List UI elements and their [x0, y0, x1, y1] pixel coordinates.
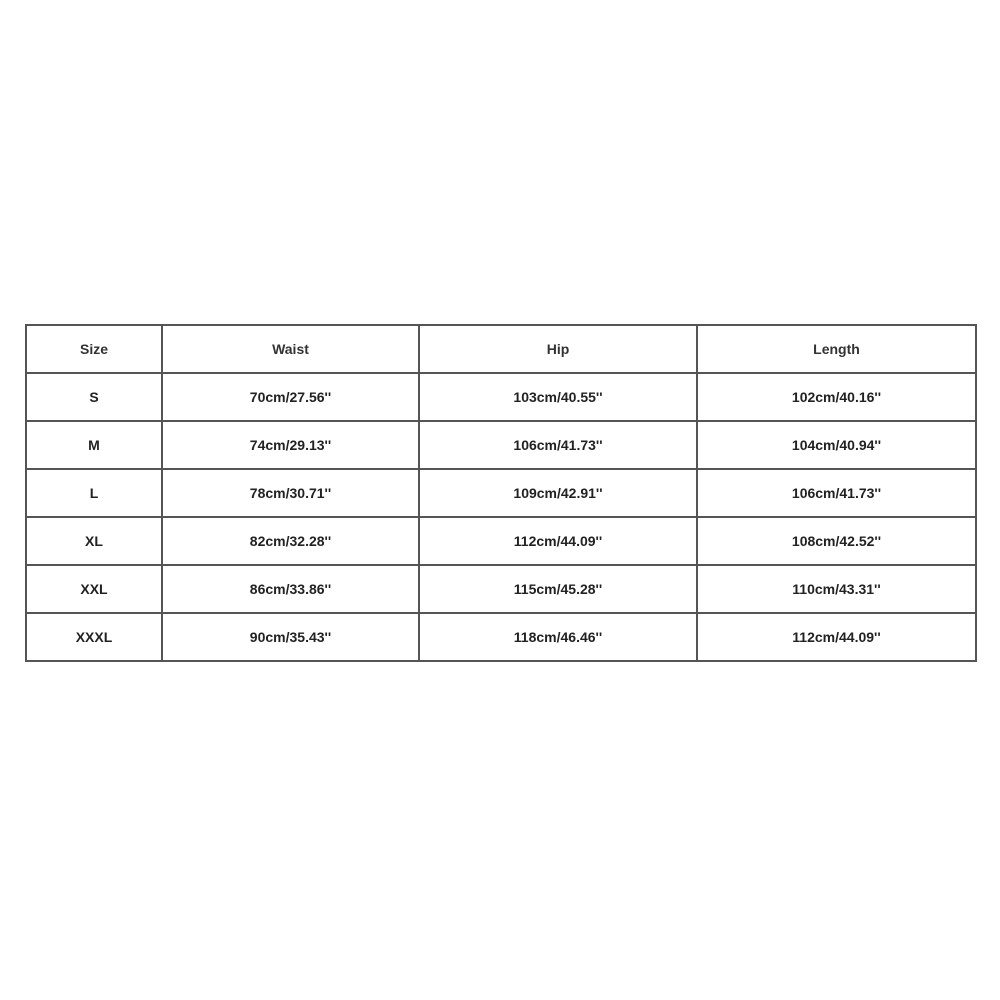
length-cell: 102cm/40.16'' — [697, 373, 976, 421]
table-row — [26, 421, 976, 469]
waist-cell: 78cm/30.71'' — [162, 469, 419, 517]
header-length: Length — [697, 325, 976, 373]
size-cell: XXXL — [26, 613, 162, 661]
hip-cell: 103cm/40.55'' — [419, 373, 697, 421]
waist-cell: 86cm/33.86'' — [162, 565, 419, 613]
size-cell: M — [26, 421, 162, 469]
length-cell: 110cm/43.31'' — [697, 565, 976, 613]
hip-cell: 118cm/46.46'' — [419, 613, 697, 661]
size-cell: XXL — [26, 565, 162, 613]
header-hip: Hip — [419, 325, 697, 373]
waist-cell: 74cm/29.13'' — [162, 421, 419, 469]
hip-cell: 109cm/42.91'' — [419, 469, 697, 517]
size-cell: L — [26, 469, 162, 517]
waist-cell: 70cm/27.56'' — [162, 373, 419, 421]
header-waist: Waist — [162, 325, 419, 373]
table-row — [26, 517, 976, 565]
table-row — [26, 613, 976, 661]
header-size: Size — [26, 325, 162, 373]
length-cell: 104cm/40.94'' — [697, 421, 976, 469]
header-row — [26, 325, 976, 373]
waist-cell: 82cm/32.28'' — [162, 517, 419, 565]
length-cell: 112cm/44.09'' — [697, 613, 976, 661]
length-cell: 106cm/41.73'' — [697, 469, 976, 517]
hip-cell: 106cm/41.73'' — [419, 421, 697, 469]
size-chart-table — [25, 324, 977, 662]
table-row — [26, 565, 976, 613]
length-cell: 108cm/42.52'' — [697, 517, 976, 565]
hip-cell: 115cm/45.28'' — [419, 565, 697, 613]
waist-cell: 90cm/35.43'' — [162, 613, 419, 661]
table-row — [26, 469, 976, 517]
size-cell: S — [26, 373, 162, 421]
size-cell: XL — [26, 517, 162, 565]
table-row — [26, 373, 976, 421]
hip-cell: 112cm/44.09'' — [419, 517, 697, 565]
